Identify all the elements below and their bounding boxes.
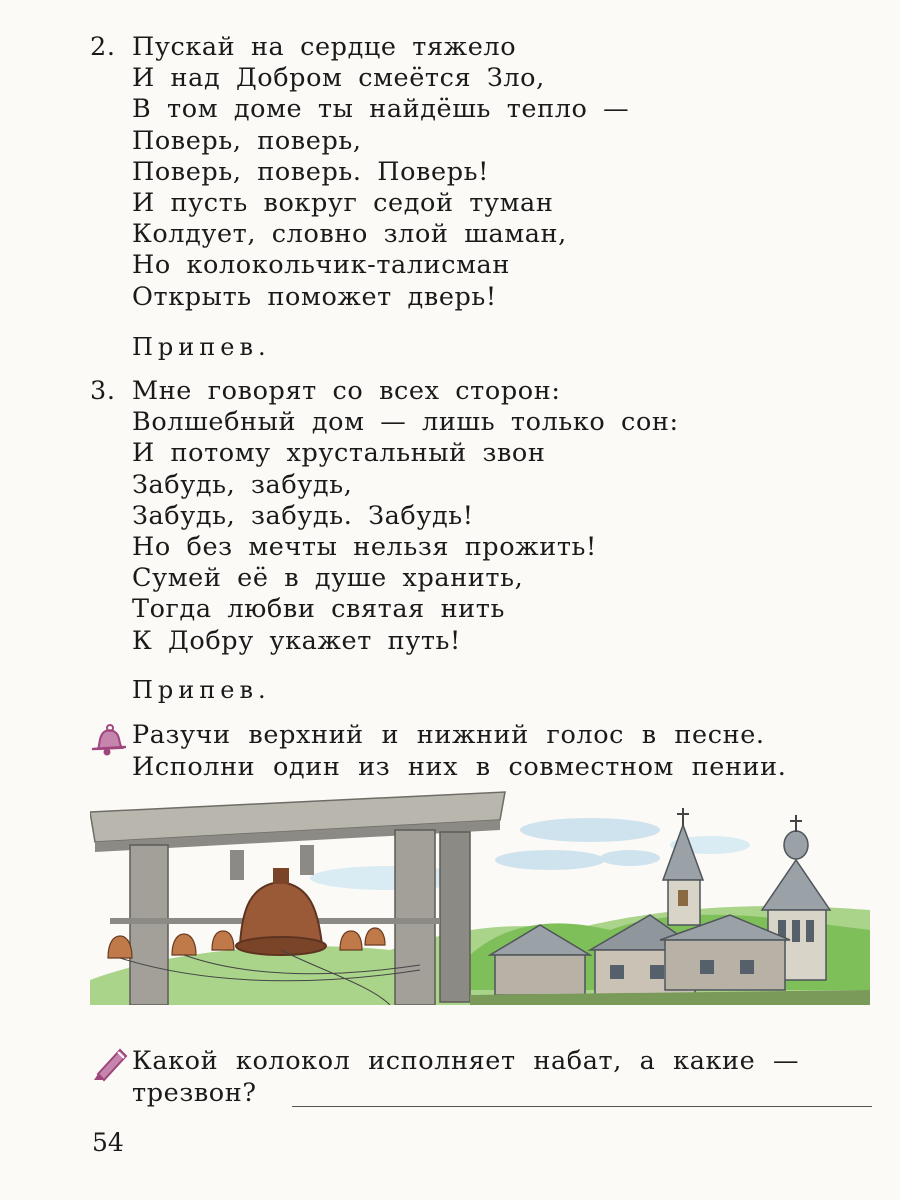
page-number: 54 xyxy=(92,1128,124,1157)
stanza-line: Сумей её в душе хранить, xyxy=(132,563,524,594)
refrain-label: Припев. xyxy=(132,676,271,704)
task-singing xyxy=(90,720,786,783)
stanza-line: Поверь, поверь, xyxy=(132,125,362,156)
stanza-line: Поверь, поверь. Поверь! xyxy=(132,156,489,187)
task-line: Исполни один из них в совместном пении. xyxy=(132,751,787,782)
stanza-line: И пусть вокруг седой туман xyxy=(132,188,554,219)
stanza-line: 3. Мне говорят со всех сторон: xyxy=(90,376,561,406)
task-line: трезвон? xyxy=(132,1077,257,1108)
stanza-line: Забудь, забудь, xyxy=(132,469,353,500)
refrain-label: Припев. xyxy=(132,333,271,361)
stanza-line: Но без мечты нельзя прожить! xyxy=(132,532,597,563)
stanza-2 xyxy=(90,32,629,313)
stanza-line: Волшебный дом — лишь только сон: xyxy=(132,407,679,438)
bell-tower-illustration xyxy=(90,790,870,1005)
task-line: Какой колокол исполняет набат, а какие — xyxy=(132,1046,800,1076)
stanza-line: Колдует, словно злой шаман, xyxy=(132,219,567,250)
answer-line[interactable] xyxy=(292,1106,872,1107)
stanza-line: В том доме ты найдёшь тепло — xyxy=(132,94,630,125)
stanza-line: И потому хрустальный звон xyxy=(132,438,546,469)
stanza-line: Тогда любви святая нить xyxy=(132,594,505,625)
stanza-number: 2. xyxy=(90,32,116,62)
stanza-line: Но колокольчик-талисман xyxy=(132,250,510,281)
stanza-line: И над Добром смеётся Зло, xyxy=(132,63,545,94)
stanza-line: Забудь, забудь. Забудь! xyxy=(132,500,474,531)
stanza-3 xyxy=(90,376,679,657)
task-question xyxy=(90,1046,799,1109)
stanza-line: К Добру укажет путь! xyxy=(132,625,461,656)
stanza-line: Открыть поможет дверь! xyxy=(132,281,497,312)
task-line: Разучи верхний и нижний голос в песне. xyxy=(132,720,765,750)
stanza-line: 2. Пускай на сердце тяжело xyxy=(90,32,517,62)
stanza-number: 3. xyxy=(90,376,116,406)
